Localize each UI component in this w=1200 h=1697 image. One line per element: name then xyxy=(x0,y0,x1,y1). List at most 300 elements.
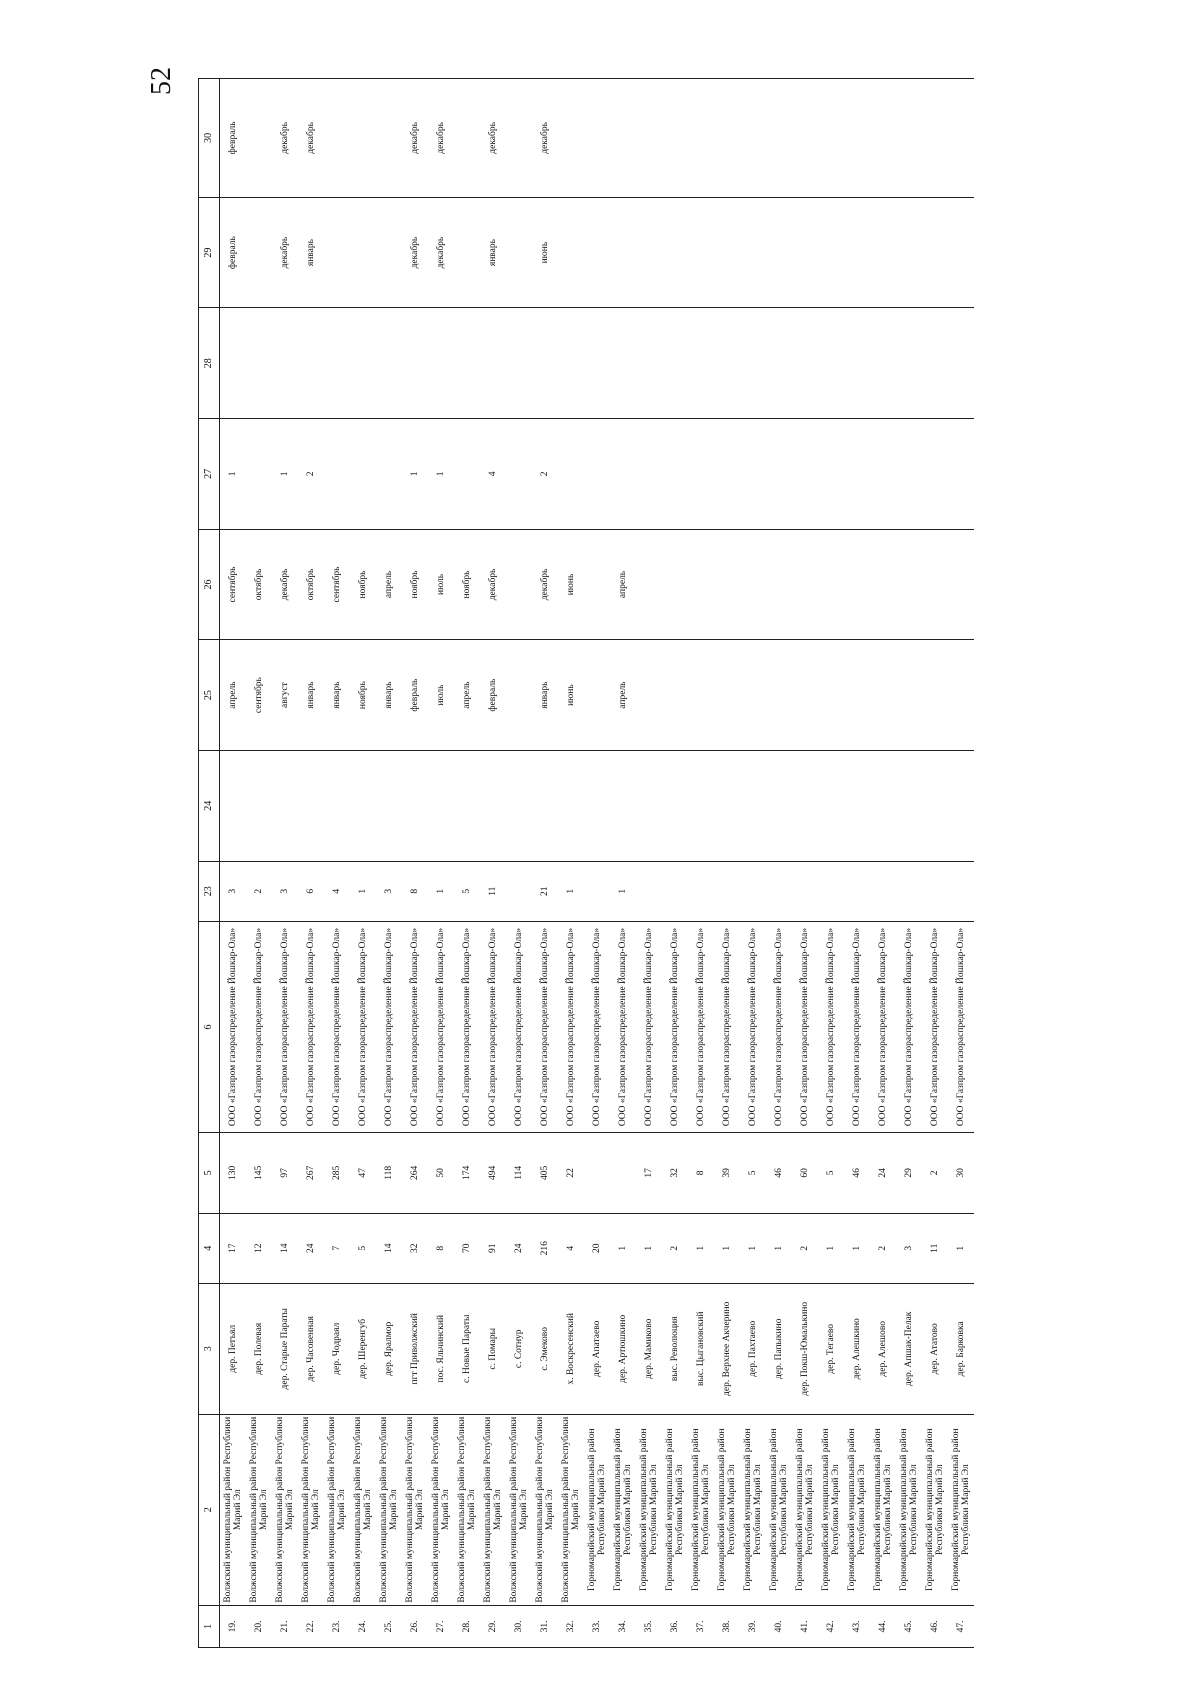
table-cell: дер. Шеренгуб xyxy=(350,1283,376,1414)
table-cell xyxy=(896,197,922,308)
table-cell xyxy=(896,308,922,419)
table-cell xyxy=(818,197,844,308)
table-cell xyxy=(740,197,766,308)
table-cell: июль xyxy=(428,529,454,640)
table-cell xyxy=(376,750,402,861)
table-cell xyxy=(454,79,480,198)
table-cell: апрель xyxy=(454,640,480,751)
table-cell xyxy=(558,79,584,198)
table-cell: 11 xyxy=(922,1213,948,1283)
table-cell: ООО «Газпром газораспределение Йошкар-Ола» xyxy=(324,921,350,1132)
table-row xyxy=(246,79,272,1648)
table-cell xyxy=(506,79,532,198)
table-cell: сентябрь xyxy=(324,529,350,640)
table-cell: Горномарийский муниципальный район Республики Марий Эл xyxy=(740,1414,766,1605)
header-row xyxy=(199,79,220,1648)
table-cell: 1 xyxy=(220,419,247,530)
table-cell: декабрь xyxy=(532,529,558,640)
table-cell xyxy=(714,308,740,419)
table-cell: 5 xyxy=(454,861,480,921)
table-cell: апрель xyxy=(220,640,247,751)
table-cell: декабрь xyxy=(402,197,428,308)
table-cell: 1 xyxy=(714,1213,740,1283)
table-cell xyxy=(818,419,844,530)
table-cell xyxy=(688,861,714,921)
table-cell xyxy=(870,861,896,921)
table-cell: дер. Апшак-Пелак xyxy=(896,1283,922,1414)
table-cell xyxy=(714,750,740,861)
table-cell xyxy=(506,750,532,861)
table-cell xyxy=(844,640,870,751)
table-cell xyxy=(948,79,974,198)
table-cell: ООО «Газпром газораспределение Йошкар-Ола» xyxy=(532,921,558,1132)
table-cell: 45. xyxy=(896,1605,922,1647)
table-cell xyxy=(506,640,532,751)
table-cell xyxy=(766,529,792,640)
table-cell: июнь xyxy=(558,640,584,751)
table-cell xyxy=(818,529,844,640)
table-cell xyxy=(350,308,376,419)
table-cell xyxy=(636,861,662,921)
table-cell: 8 xyxy=(402,861,428,921)
table-cell xyxy=(428,750,454,861)
table-cell: Волжский муниципальный район Республики Марий Эл xyxy=(376,1414,402,1605)
table-cell xyxy=(428,308,454,419)
table-cell xyxy=(636,308,662,419)
table-cell xyxy=(818,79,844,198)
table-cell: апрель xyxy=(376,529,402,640)
table-cell: 30. xyxy=(506,1605,532,1647)
table-cell: Горномарийский муниципальный район Республики Марий Эл xyxy=(896,1414,922,1605)
table-cell: дер. Алешкино xyxy=(844,1283,870,1414)
column-header: 24 xyxy=(199,750,220,861)
table-cell: январь xyxy=(376,640,402,751)
table-cell xyxy=(870,419,896,530)
table-cell: 21. xyxy=(272,1605,298,1647)
table-row xyxy=(896,79,922,1648)
table-cell xyxy=(792,79,818,198)
table-cell: декабрь xyxy=(298,79,324,198)
table-cell: 29. xyxy=(480,1605,506,1647)
table-cell: Горномарийский муниципальный район Республики Марий Эл xyxy=(792,1414,818,1605)
table-cell: 405 xyxy=(532,1133,558,1213)
table-cell: 32. xyxy=(558,1605,584,1647)
table-cell xyxy=(766,750,792,861)
table-cell xyxy=(948,197,974,308)
table-cell: ООО «Газпром газораспределение Йошкар-Ола» xyxy=(428,921,454,1132)
table-row xyxy=(376,79,402,1648)
table-cell: ООО «Газпром газораспределение Йошкар-Ола» xyxy=(818,921,844,1132)
table-cell xyxy=(636,640,662,751)
table-row xyxy=(324,79,350,1648)
table-row xyxy=(220,79,247,1648)
table-cell: 41. xyxy=(792,1605,818,1647)
table-cell xyxy=(272,750,298,861)
table-row xyxy=(766,79,792,1648)
table-cell: 14 xyxy=(376,1213,402,1283)
table-cell xyxy=(922,79,948,198)
table-cell xyxy=(714,79,740,198)
table-cell xyxy=(584,640,610,751)
table-row xyxy=(584,79,610,1648)
table-cell: ООО «Газпром газораспределение Йошкар-Ола» xyxy=(896,921,922,1132)
column-header: 5 xyxy=(199,1133,220,1213)
table-cell: 20. xyxy=(246,1605,272,1647)
table-cell: 46 xyxy=(766,1133,792,1213)
table-cell xyxy=(922,308,948,419)
table-cell: Волжский муниципальный район Республики Марий Эл xyxy=(480,1414,506,1605)
table-row xyxy=(714,79,740,1648)
table-cell xyxy=(792,861,818,921)
table-cell: 1 xyxy=(428,861,454,921)
table-cell: Горномарийский муниципальный район Республики Марий Эл xyxy=(922,1414,948,1605)
table-cell: 264 xyxy=(402,1133,428,1213)
table-cell: 28. xyxy=(454,1605,480,1647)
table-cell: ООО «Газпром газораспределение Йошкар-Ола» xyxy=(948,921,974,1132)
table-cell xyxy=(376,308,402,419)
table-cell: Волжский муниципальный район Республики Марий Эл xyxy=(350,1414,376,1605)
table-cell: Волжский муниципальный район Республики Марий Эл xyxy=(324,1414,350,1605)
table-cell: 3 xyxy=(220,861,247,921)
table-cell: дер. Покш-Юмалькино xyxy=(792,1283,818,1414)
column-header: 26 xyxy=(199,529,220,640)
table-cell: ООО «Газпром газораспределение Йошкар-Ола» xyxy=(636,921,662,1132)
table-cell xyxy=(844,861,870,921)
table-cell xyxy=(584,419,610,530)
table-cell xyxy=(376,79,402,198)
table-cell xyxy=(636,197,662,308)
table-row xyxy=(636,79,662,1648)
table-cell: с. Помары xyxy=(480,1283,506,1414)
table-cell: 31. xyxy=(532,1605,558,1647)
table-cell: 2 xyxy=(246,861,272,921)
table-cell: 1 xyxy=(610,1213,636,1283)
table-cell xyxy=(792,529,818,640)
table-cell: дер. Петъял xyxy=(220,1283,247,1414)
table-cell xyxy=(896,750,922,861)
table-cell xyxy=(506,861,532,921)
table-cell: 20 xyxy=(584,1213,610,1283)
table-cell: 22 xyxy=(558,1133,584,1213)
table-cell: Волжский муниципальный район Республики Марий Эл xyxy=(558,1414,584,1605)
table-cell: 39 xyxy=(714,1133,740,1213)
table-cell xyxy=(246,79,272,198)
table-cell: 24 xyxy=(506,1213,532,1283)
column-header: 25 xyxy=(199,640,220,751)
table-cell xyxy=(246,419,272,530)
column-header: 30 xyxy=(199,79,220,198)
table-cell: ООО «Газпром газораспределение Йошкар-Ола» xyxy=(402,921,428,1132)
table-cell xyxy=(792,750,818,861)
table-cell xyxy=(844,529,870,640)
column-header: 29 xyxy=(199,197,220,308)
table-cell: ООО «Газпром газораспределение Йошкар-Ола» xyxy=(272,921,298,1132)
table-cell: Горномарийский муниципальный район Республики Марий Эл xyxy=(610,1414,636,1605)
table-cell: 46. xyxy=(922,1605,948,1647)
table-cell: 36. xyxy=(662,1605,688,1647)
table-cell xyxy=(480,750,506,861)
table-cell: декабрь xyxy=(402,79,428,198)
table-cell: 1 xyxy=(688,1213,714,1283)
table-cell: ООО «Газпром газораспределение Йошкар-Ола» xyxy=(766,921,792,1132)
table-cell xyxy=(220,308,247,419)
table-cell: Волжский муниципальный район Республики Марий Эл xyxy=(532,1414,558,1605)
table-cell xyxy=(792,640,818,751)
table-cell: Волжский муниципальный район Республики Марий Эл xyxy=(402,1414,428,1605)
table-cell: ООО «Газпром газораспределение Йошкар-Ола» xyxy=(792,921,818,1132)
table-cell xyxy=(610,1133,636,1213)
table-cell xyxy=(584,197,610,308)
table-row xyxy=(844,79,870,1648)
table-cell: ООО «Газпром газораспределение Йошкар-Ола» xyxy=(376,921,402,1132)
table-cell: 2 xyxy=(532,419,558,530)
table-cell xyxy=(948,419,974,530)
table-cell xyxy=(922,861,948,921)
table-cell xyxy=(454,419,480,530)
table-cell: 60 xyxy=(792,1133,818,1213)
table-cell: ООО «Газпром газораспределение Йошкар-Ола» xyxy=(870,921,896,1132)
table-cell xyxy=(610,419,636,530)
table-cell: 19. xyxy=(220,1605,247,1647)
table-cell xyxy=(896,419,922,530)
table-cell xyxy=(766,79,792,198)
table-cell: Горномарийский муниципальный район Республики Марий Эл xyxy=(636,1414,662,1605)
table-cell xyxy=(740,308,766,419)
table-cell: ООО «Газпром газораспределение Йошкар-Ола» xyxy=(714,921,740,1132)
table-cell: декабрь xyxy=(480,529,506,640)
rotated-table-container xyxy=(198,78,988,1648)
table-cell: ноябрь xyxy=(402,529,428,640)
table-cell: 3 xyxy=(272,861,298,921)
table-cell xyxy=(584,750,610,861)
table-cell: дер. Старые Параты xyxy=(272,1283,298,1414)
table-cell: 22. xyxy=(298,1605,324,1647)
table-cell xyxy=(948,529,974,640)
table-cell: 5 xyxy=(740,1133,766,1213)
table-cell: 47. xyxy=(948,1605,974,1647)
table-cell: 17 xyxy=(220,1213,247,1283)
table-cell xyxy=(662,419,688,530)
table-cell: 38. xyxy=(714,1605,740,1647)
table-cell: 11 xyxy=(480,861,506,921)
table-cell xyxy=(714,529,740,640)
table-cell xyxy=(610,308,636,419)
table-cell: 7 xyxy=(324,1213,350,1283)
table-cell: декабрь xyxy=(272,197,298,308)
table-cell xyxy=(532,750,558,861)
table-cell: январь xyxy=(532,640,558,751)
table-cell xyxy=(402,750,428,861)
table-cell xyxy=(558,750,584,861)
table-cell: 43. xyxy=(844,1605,870,1647)
table-cell: 6 xyxy=(298,861,324,921)
table-cell xyxy=(636,750,662,861)
table-cell: Горномарийский муниципальный район Республики Марий Эл xyxy=(870,1414,896,1605)
table-row xyxy=(740,79,766,1648)
table-cell xyxy=(220,750,247,861)
table-cell: 46 xyxy=(844,1133,870,1213)
table-cell xyxy=(480,308,506,419)
table-cell xyxy=(844,419,870,530)
table-cell xyxy=(922,419,948,530)
table-cell xyxy=(688,419,714,530)
table-cell: 145 xyxy=(246,1133,272,1213)
table-cell: дер. Верхнее Акчерино xyxy=(714,1283,740,1414)
table-cell: Горномарийский муниципальный район Республики Марий Эл xyxy=(584,1414,610,1605)
table-cell xyxy=(558,308,584,419)
table-row xyxy=(350,79,376,1648)
column-header: 6 xyxy=(199,921,220,1132)
table-cell xyxy=(766,308,792,419)
table-cell: 12 xyxy=(246,1213,272,1283)
column-header: 27 xyxy=(199,419,220,530)
table-cell: 97 xyxy=(272,1133,298,1213)
table-cell xyxy=(246,308,272,419)
table-cell xyxy=(714,861,740,921)
table-cell: 21 xyxy=(532,861,558,921)
table-cell: 5 xyxy=(350,1213,376,1283)
table-cell: ноябрь xyxy=(350,640,376,751)
table-cell xyxy=(662,197,688,308)
table-cell: 285 xyxy=(324,1133,350,1213)
table-cell: 1 xyxy=(948,1213,974,1283)
table-cell xyxy=(584,861,610,921)
table-cell xyxy=(740,419,766,530)
table-cell: 1 xyxy=(558,861,584,921)
table-cell: ООО «Газпром газораспределение Йошкар-Ола» xyxy=(558,921,584,1132)
table-cell xyxy=(558,419,584,530)
table-cell: 1 xyxy=(818,1213,844,1283)
table-cell: 37. xyxy=(688,1605,714,1647)
table-cell: Горномарийский муниципальный район Республики Марий Эл xyxy=(688,1414,714,1605)
table-cell xyxy=(272,308,298,419)
table-row xyxy=(792,79,818,1648)
table-cell xyxy=(584,1133,610,1213)
column-header: 1 xyxy=(199,1605,220,1647)
table-row xyxy=(428,79,454,1648)
table-cell: ООО «Газпром газораспределение Йошкар-Ола» xyxy=(454,921,480,1132)
table-cell: пгт Приволжский xyxy=(402,1283,428,1414)
table-cell xyxy=(740,750,766,861)
table-cell xyxy=(818,308,844,419)
table-cell xyxy=(766,419,792,530)
table-cell: 35. xyxy=(636,1605,662,1647)
table-cell: Горномарийский муниципальный район Республики Марий Эл xyxy=(662,1414,688,1605)
table-cell xyxy=(662,861,688,921)
table-cell: пос. Яльчинский xyxy=(428,1283,454,1414)
table-cell xyxy=(740,79,766,198)
table-cell: декабрь xyxy=(272,79,298,198)
table-cell: 24 xyxy=(298,1213,324,1283)
table-cell: дер. Часовенная xyxy=(298,1283,324,1414)
table-cell xyxy=(662,79,688,198)
table-body xyxy=(220,79,975,1648)
table-cell xyxy=(688,79,714,198)
table-cell: 1 xyxy=(350,861,376,921)
table-cell: сентябрь xyxy=(246,640,272,751)
table-cell: ноябрь xyxy=(454,529,480,640)
table-cell: 1 xyxy=(766,1213,792,1283)
table-cell: ООО «Газпром газораспределение Йошкар-Ола» xyxy=(662,921,688,1132)
table-cell xyxy=(818,861,844,921)
page-number: 52 xyxy=(146,67,177,95)
table-cell: Волжский муниципальный район Республики Марий Эл xyxy=(246,1414,272,1605)
table-cell xyxy=(688,529,714,640)
table-cell: Горномарийский муниципальный район Республики Марий Эл xyxy=(948,1414,974,1605)
table-cell: сентябрь xyxy=(220,529,247,640)
table-cell: 32 xyxy=(402,1213,428,1283)
table-cell xyxy=(870,529,896,640)
table-cell: с. Эмеково xyxy=(532,1283,558,1414)
table-cell: 4 xyxy=(480,419,506,530)
table-cell: 118 xyxy=(376,1133,402,1213)
column-header: 3 xyxy=(199,1283,220,1414)
table-row xyxy=(480,79,506,1648)
table-cell xyxy=(506,197,532,308)
table-cell xyxy=(324,197,350,308)
table-cell xyxy=(870,640,896,751)
table-cell xyxy=(350,419,376,530)
table-cell: 40. xyxy=(766,1605,792,1647)
table-cell: декабрь xyxy=(532,79,558,198)
table-cell: 30 xyxy=(948,1133,974,1213)
table-cell xyxy=(584,79,610,198)
table-row xyxy=(298,79,324,1648)
table-row xyxy=(272,79,298,1648)
table-cell: 2 xyxy=(922,1133,948,1213)
table-cell: февраль xyxy=(402,640,428,751)
table-cell xyxy=(922,640,948,751)
table-row xyxy=(948,79,974,1648)
table-cell xyxy=(740,861,766,921)
table-cell xyxy=(870,79,896,198)
table-cell xyxy=(740,640,766,751)
table-cell: апрель xyxy=(610,640,636,751)
table-cell: 174 xyxy=(454,1133,480,1213)
table-row xyxy=(688,79,714,1648)
table-cell: ноябрь xyxy=(350,529,376,640)
table-cell xyxy=(662,640,688,751)
table-cell xyxy=(376,419,402,530)
table-cell: Волжский муниципальный район Республики Марий Эл xyxy=(298,1414,324,1605)
table-cell: 4 xyxy=(558,1213,584,1283)
table-cell: 494 xyxy=(480,1133,506,1213)
table-cell xyxy=(818,750,844,861)
table-cell xyxy=(922,197,948,308)
table-cell xyxy=(714,419,740,530)
table-cell: апрель xyxy=(610,529,636,640)
table-cell: ООО «Газпром газораспределение Йошкар-Ола» xyxy=(480,921,506,1132)
table-cell xyxy=(584,529,610,640)
table-cell: 1 xyxy=(402,419,428,530)
table-cell xyxy=(324,419,350,530)
table-row xyxy=(818,79,844,1648)
table-cell: 1 xyxy=(272,419,298,530)
table-cell: ООО «Газпром газораспределение Йошкар-Ола» xyxy=(844,921,870,1132)
table-cell xyxy=(688,640,714,751)
table-cell: 34. xyxy=(610,1605,636,1647)
table-cell: 26. xyxy=(402,1605,428,1647)
table-cell xyxy=(896,79,922,198)
table-cell: 39. xyxy=(740,1605,766,1647)
table-cell: дер. Чодраял xyxy=(324,1283,350,1414)
table-cell xyxy=(506,308,532,419)
table-cell: 91 xyxy=(480,1213,506,1283)
table-cell xyxy=(922,750,948,861)
table-cell: 1 xyxy=(636,1213,662,1283)
table-cell: 4 xyxy=(324,861,350,921)
table-cell: октябрь xyxy=(298,529,324,640)
